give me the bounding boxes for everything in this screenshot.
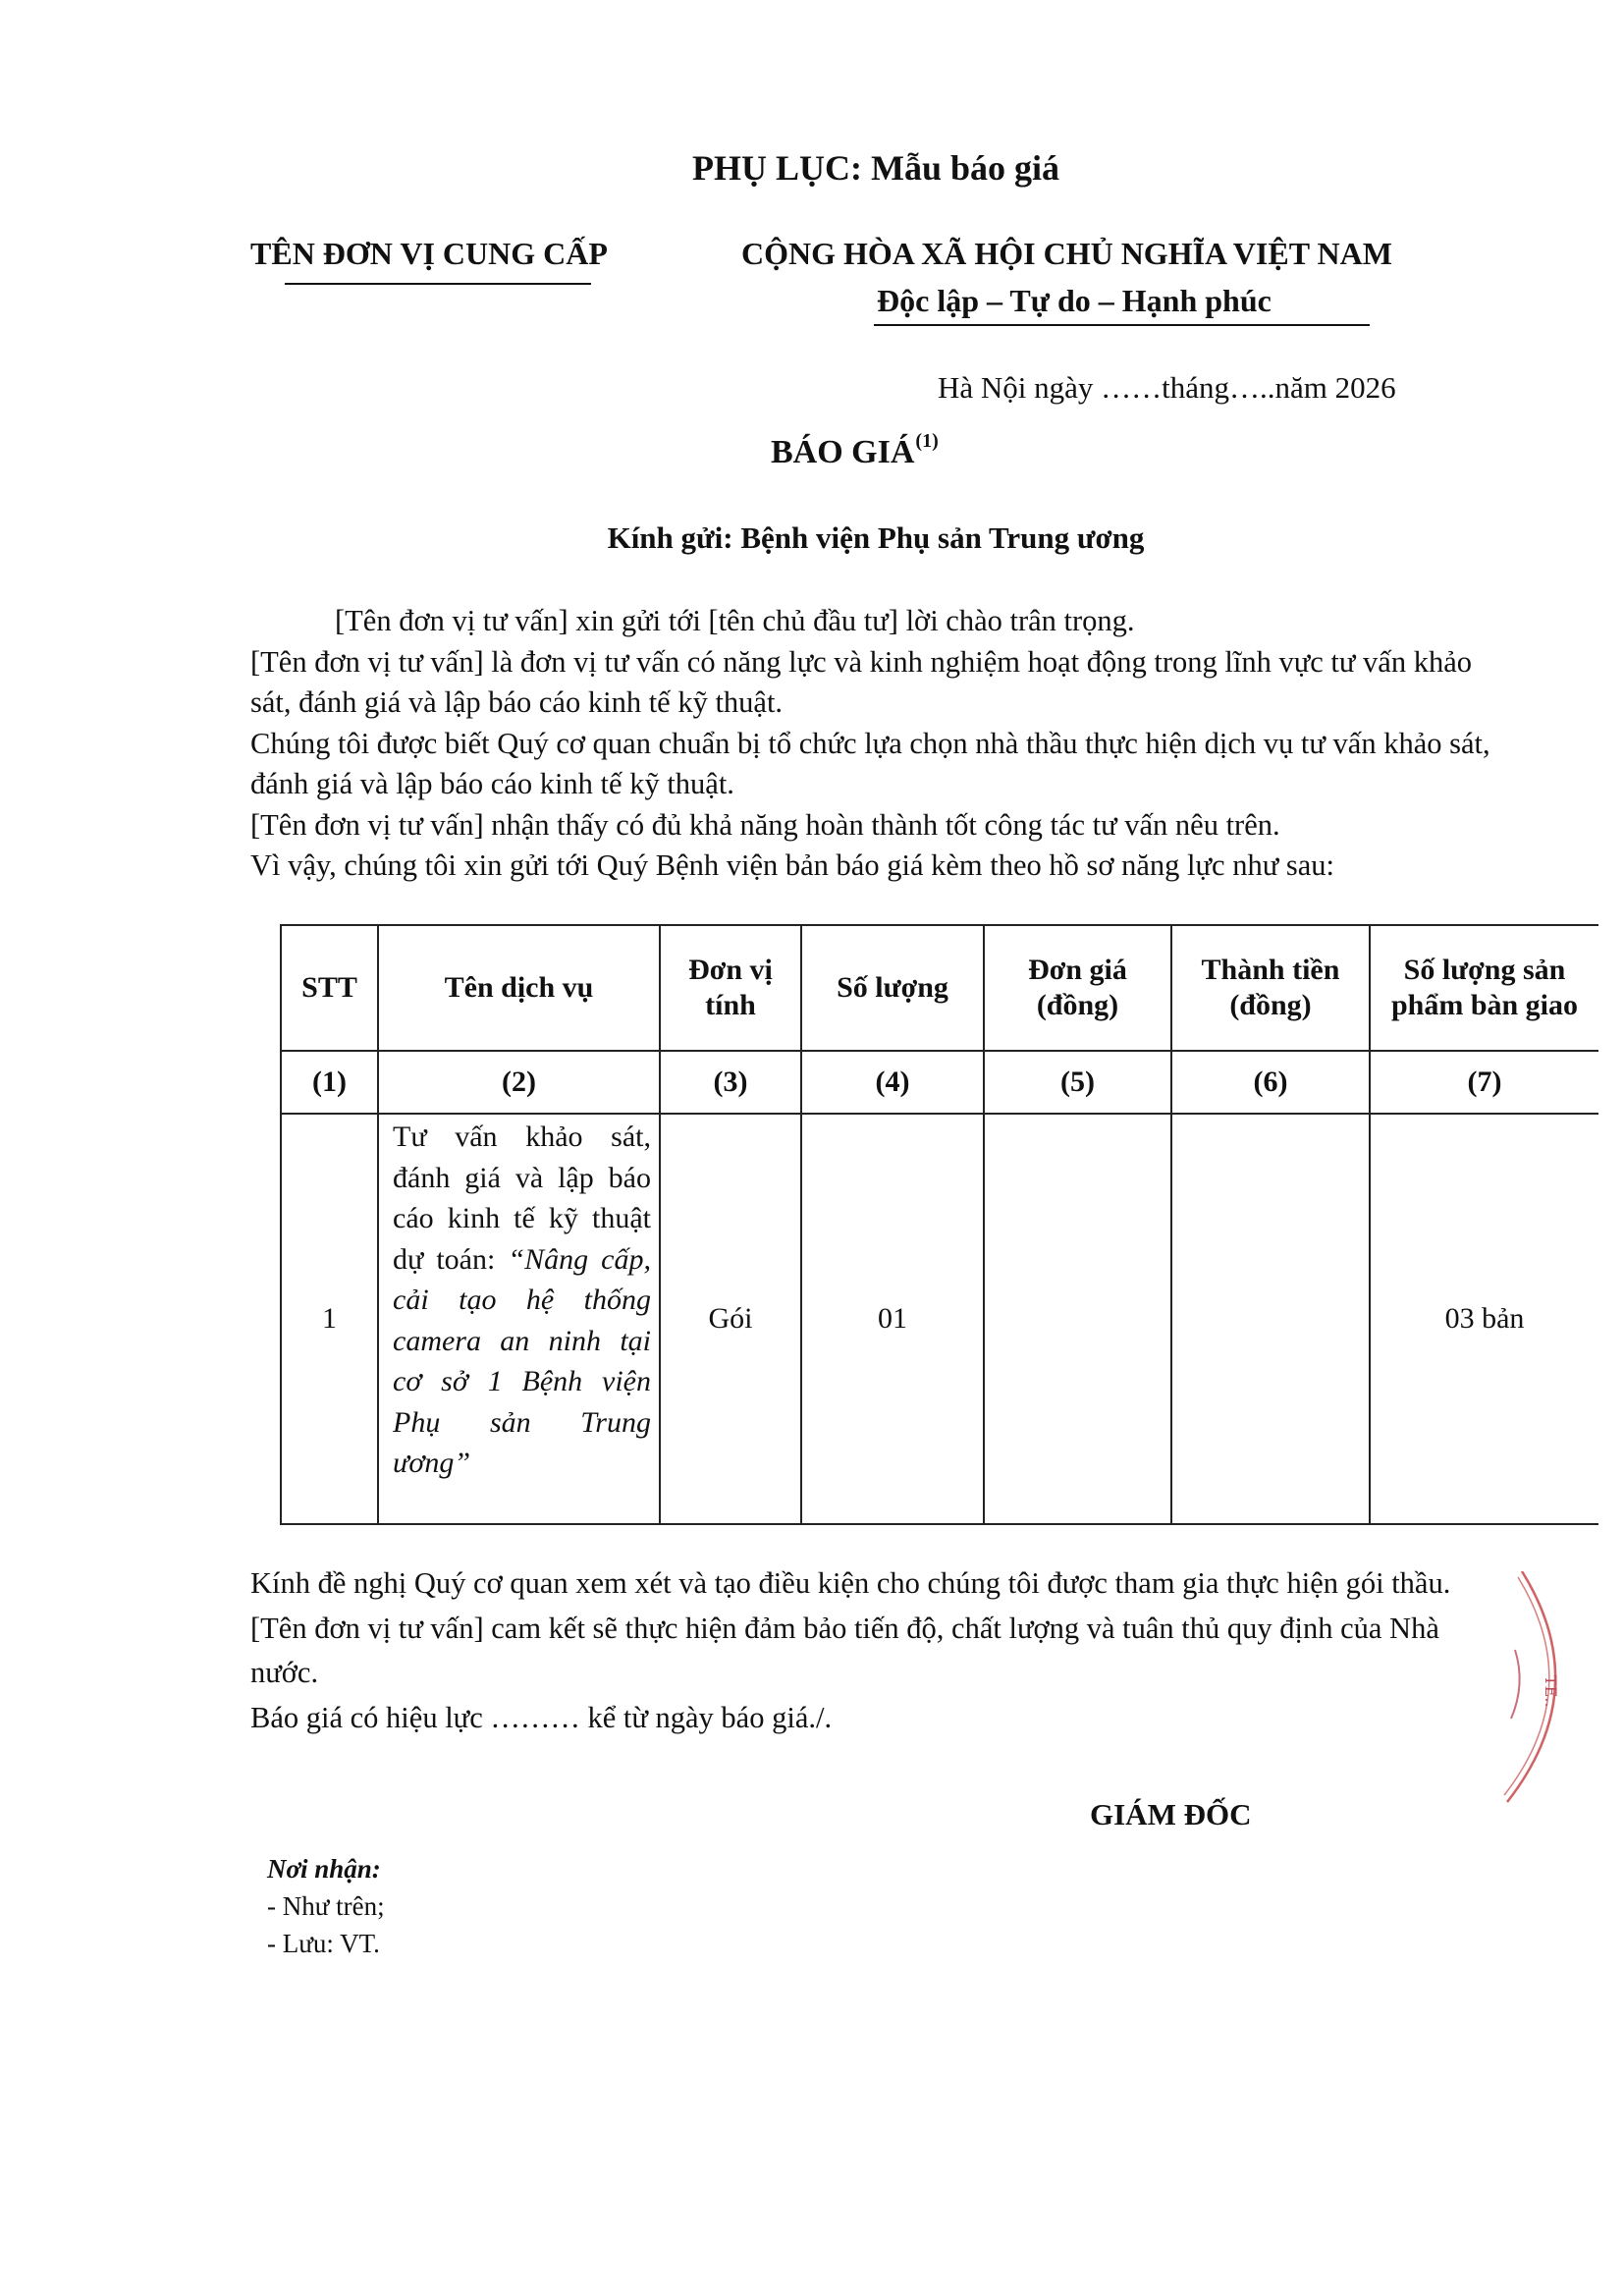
quote-title-text: BÁO GIÁ <box>771 434 915 470</box>
recipient-item: - Như trên; <box>267 1891 385 1921</box>
column-header-total: Thành tiền (đồng) <box>1171 925 1370 1051</box>
cell-unit-price <box>984 1114 1171 1524</box>
supplier-name-heading: TÊN ĐƠN VỊ CUNG CẤP <box>250 236 608 271</box>
table-header-row <box>281 925 1598 1051</box>
column-number: (1) <box>281 1051 378 1114</box>
cell-deliverables: 03 bản <box>1370 1114 1598 1524</box>
addressee-line: Kính gửi: Bệnh viện Phụ sản Trung ương <box>607 520 1145 555</box>
column-number: (4) <box>801 1051 984 1114</box>
cell-stt: 1 <box>281 1114 378 1524</box>
quote-table <box>280 924 1598 1525</box>
column-number: (6) <box>1171 1051 1370 1114</box>
recipient-item: - Lưu: VT. <box>267 1929 380 1958</box>
closing-paragraphs <box>250 1561 1497 1740</box>
column-header-unit-price: Đơn giá (đồng) <box>984 925 1171 1051</box>
cell-unit: Gói <box>660 1114 801 1524</box>
supplier-name-underline <box>285 283 591 285</box>
date-line: Hà Nội ngày ……tháng…..năm 2026 <box>938 370 1396 405</box>
national-motto: Độc lập – Tự do – Hạnh phúc <box>877 283 1272 318</box>
cell-total <box>1171 1114 1370 1524</box>
column-header-unit: Đơn vị tính <box>660 925 801 1051</box>
cell-quantity: 01 <box>801 1114 984 1524</box>
closing-paragraph: Báo giá có hiệu lực ……… kể từ ngày báo giá./. <box>250 1700 833 1734</box>
body-paragraph: Vì vậy, chúng tôi xin gửi tới Quý Bệnh viện bản báo giá kèm theo hồ sơ năng lực như sau: <box>250 848 1334 882</box>
signature-title: GIÁM ĐỐC <box>1090 1797 1252 1831</box>
service-project-name: “Nâng cấp, cải tạo hệ thống camera an ninh tại cơ sở 1 Bệnh viện Phụ sản Trung ương” <box>393 1242 651 1479</box>
national-title: CỘNG HÒA XÃ HỘI CHỦ NGHĨA VIỆT NAM <box>741 236 1392 271</box>
recipients-block <box>267 1850 385 1962</box>
quote-title <box>771 430 939 471</box>
column-header-service-name: Tên dịch vụ <box>378 925 660 1051</box>
body-paragraph: [Tên đơn vị tư vấn] là đơn vị tư vấn có năng lực và kinh nghiệm hoạt động trong lĩnh vực tư vấn khảo sát, đánh giá và lập báo cáo kinh tế kỹ thuật. <box>250 644 1473 719</box>
body-paragraph: [Tên đơn vị tư vấn] xin gửi tới [tên chủ đầu tư] lời chào trân trọng. <box>335 604 1135 637</box>
column-number: (7) <box>1370 1051 1598 1114</box>
cell-service-name <box>378 1114 660 1524</box>
column-number: (5) <box>984 1051 1171 1114</box>
quote-title-footnote-mark: (1) <box>915 430 939 452</box>
service-description: Tư vấn khảo sát, đánh giá và lập báo cáo kinh tế kỹ thuật dự toán: <box>393 1121 651 1276</box>
closing-paragraph: Kính đề nghị Quý cơ quan xem xét và tạo điều kiện cho chúng tôi được tham gia thực hiện gói thầu. <box>250 1566 1451 1600</box>
red-seal-stamp-icon <box>1502 1571 1591 1807</box>
column-header-deliverables: Số lượng sản phẩm bàn giao <box>1370 925 1598 1051</box>
document-title: PHỤ LỤC: Mẫu báo giá <box>691 148 1059 188</box>
table-row <box>281 1114 1598 1524</box>
national-motto-underline <box>874 324 1370 326</box>
column-number: (2) <box>378 1051 660 1114</box>
recipients-heading: Nơi nhận: <box>267 1854 381 1884</box>
table-column-number-row <box>281 1051 1598 1114</box>
closing-paragraph: [Tên đơn vị tư vấn] cam kết sẽ thực hiện đảm bảo tiến độ, chất lượng và tuân thủ quy định của Nhà nước. <box>250 1611 1439 1689</box>
column-header-stt: STT <box>281 925 378 1051</box>
column-header-quantity: Số lượng <box>801 925 984 1051</box>
column-number: (3) <box>660 1051 801 1114</box>
body-paragraph: [Tên đơn vị tư vấn] nhận thấy có đủ khả năng hoàn thành tốt công tác tư vấn nêu trên. <box>250 807 1280 842</box>
body-paragraphs <box>250 601 1497 887</box>
svg-text:TE..: TE.. <box>1542 1675 1560 1708</box>
body-paragraph: Chúng tôi được biết Quý cơ quan chuẩn bị tổ chức lựa chọn nhà thầu thực hiện dịch vụ tư vấn khảo sát, đánh giá và lập báo cáo kinh tế kỹ thuật. <box>250 726 1490 800</box>
